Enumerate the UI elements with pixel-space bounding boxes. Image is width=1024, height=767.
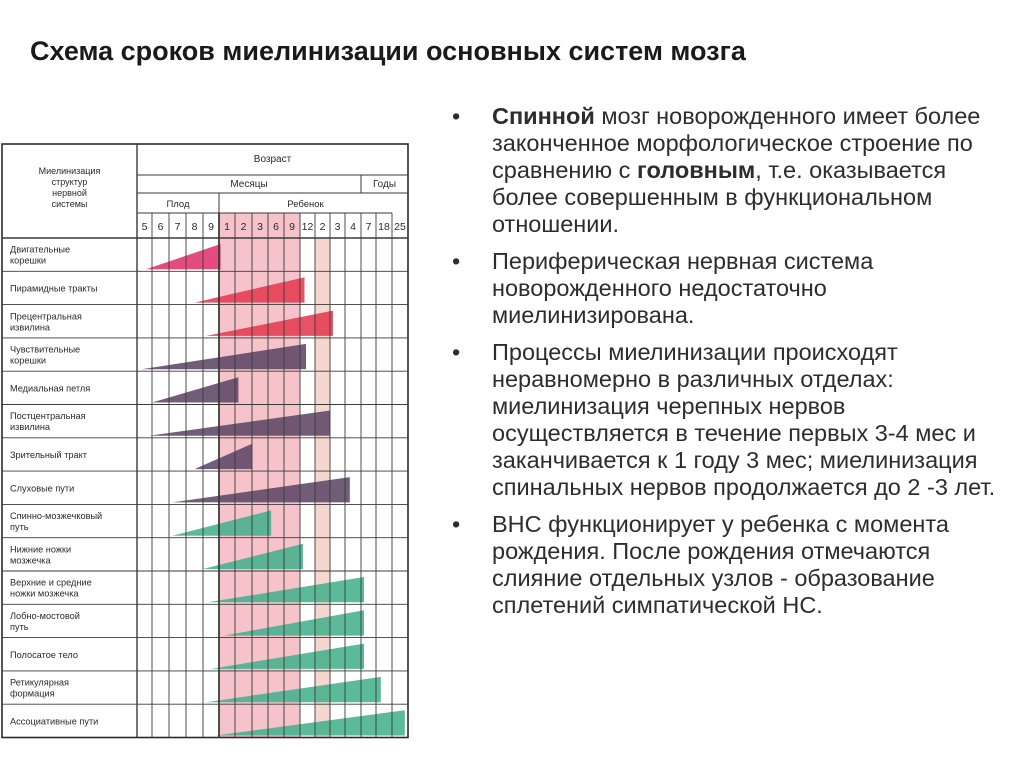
myelination-bar — [146, 244, 221, 269]
row-label: Постцентральная — [10, 411, 86, 422]
row-label: Зрительный тракт — [10, 449, 87, 460]
row-label: путь — [10, 522, 29, 533]
column-label: 6 — [157, 221, 164, 233]
corner-label: Миелинизация — [38, 166, 101, 176]
corner-label: системы — [51, 199, 88, 209]
row-label: формация — [10, 688, 55, 699]
row-label: извилина — [10, 322, 51, 333]
column-label: 12 — [301, 221, 314, 233]
bullet-marker: • — [452, 103, 461, 129]
bullet-item — [448, 248, 1008, 329]
row-label: ножки мозжечка — [10, 588, 79, 599]
row-label: Ассоциативные пути — [10, 716, 99, 727]
column-label: 4 — [350, 221, 356, 233]
bullet-text: мозг новорожденного имеет более законченное морфологическое строение по сравнению с — [492, 103, 981, 183]
row-label: Спинно-мозжечковый — [10, 511, 103, 522]
row-label: мозжечка — [10, 555, 51, 566]
header-fetus: Плод — [166, 199, 190, 210]
row-label: Лобно-мостовой — [10, 610, 80, 621]
myelination-diagram — [0, 138, 420, 750]
bullet-marker: • — [452, 248, 461, 274]
bullet-bold-text: головным — [636, 157, 756, 183]
row-label: Чувствительные — [10, 344, 81, 355]
bullet-item — [448, 511, 1008, 619]
column-label: 8 — [191, 221, 198, 233]
column-label: 3 — [334, 221, 341, 233]
row-label: Медиальная петля — [10, 383, 91, 394]
header-age: Возраст — [253, 154, 292, 165]
column-label: 1 — [224, 221, 230, 233]
header-child: Ребенок — [287, 199, 324, 210]
row-label: корешки — [10, 355, 46, 366]
column-label: 2 — [319, 221, 326, 233]
bullet-marker: • — [452, 339, 461, 365]
column-label: 6 — [273, 221, 279, 233]
column-label: 18 — [378, 221, 390, 233]
bullet-text: Процессы миелинизации происходят неравномерно в различных отделах: миелинизация черепных нервов осуществляется в течение первых 3-4 мес и заканчивается к 1 году 3 мес; миелинизация спинальных нервов продолжается до 2 -3 лет. — [492, 339, 996, 500]
column-label: 7 — [365, 221, 372, 233]
corner-label: нервной — [52, 188, 87, 198]
column-label: 2 — [240, 221, 247, 233]
myelination-chart — [0, 138, 420, 750]
row-label: Слуховые пути — [10, 483, 75, 494]
row-label: Пирамидные тракты — [10, 283, 98, 294]
column-label: 25 — [394, 221, 406, 233]
bullet-list — [448, 103, 1008, 629]
row-label: путь — [10, 621, 29, 632]
row-label: Нижние ножки — [10, 544, 72, 555]
bullet-bold-text: Спинной — [492, 103, 595, 129]
row-label: корешки — [10, 255, 46, 266]
bullet-text: ВНС функционирует у ребенка с момента рождения. После рождения отмечаются слияние отдельных узлов - образование сплетений симпатической НС. — [492, 511, 949, 618]
row-label: Полосатое тело — [10, 649, 78, 660]
row-label: Двигательные — [10, 244, 71, 255]
column-label: 9 — [208, 221, 214, 233]
bullet-text: Периферическая нервная система новорожденного недостаточно миелинизирована. — [492, 248, 874, 328]
slide-title: Схема сроков миелинизации основных систем мозга — [30, 36, 746, 66]
bullet-text: , т.е. оказывается более совершенным в функциональном отношении. — [492, 157, 947, 237]
row-label: Верхние и средние — [10, 577, 92, 588]
row-label: извилина — [10, 422, 51, 433]
column-label: 9 — [289, 221, 295, 233]
header-months: Месяцы — [230, 179, 268, 190]
bullet-item — [448, 339, 1008, 501]
myelination-bar — [152, 377, 238, 402]
bullet-item — [448, 103, 1008, 238]
bullet-marker: • — [452, 511, 461, 537]
header-years: Годы — [372, 179, 397, 190]
column-label: 7 — [174, 221, 181, 233]
column-label: 5 — [141, 221, 148, 233]
row-label: Прецентральная — [10, 311, 82, 322]
row-label: Ретикулярная — [10, 677, 69, 688]
corner-label: структур — [51, 177, 88, 187]
column-label: 3 — [257, 221, 263, 233]
